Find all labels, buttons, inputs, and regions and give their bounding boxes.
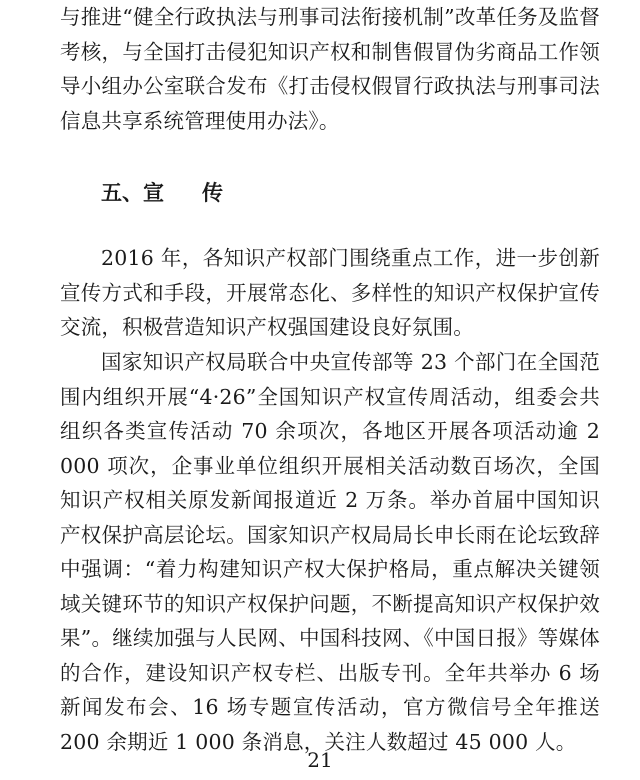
body-paragraph-2: 国家知识产权局联合中央宣传部等 23 个部门在全国范围内组织开展“4·26”全国知识产权宣传周活动，组委会共组织各类宣传活动 70 余项次，各地区开展各项活动逾 2 000 项次，企事业单位组织开展相关活动数百场次，全国知识产权相关原发新闻报道近 2 万条。举办首届中国知识产权保护高层论坛。国家知识产权局局长申长雨在论坛致辞中强调：“着力构建知识产权大保护格局，重点解决关键领域关键环节的知识产权保护问题，不断提高知识产权保护效果”。继续加强与人民网、中国科技网、《中国日报》等媒体的合作，建设知识产权专栏、出版专刊。全年共举办 6 场新闻发布会、16 场专题宣传活动，官方微信号全年推送 200 余期近 1 000 条消息，关注人数超过 45 000 人。 [60, 350, 600, 754]
page-number: 21 [307, 748, 333, 772]
section-heading-title-end: 传 [202, 181, 223, 205]
section-heading-number: 五、宣 [101, 181, 164, 205]
body-paragraph-1: 2016 年，各知识产权部门围绕重点工作，进一步创新宣传方式和手段，开展常态化、多样性的知识产权保护宣传交流，积极营造知识产权强国建设良好氛围。 [60, 246, 600, 339]
intro-paragraph: 与推进“健全行政执法与刑事司法衔接机制”改革任务及监督考核，与全国打击侵犯知识产权和制售假冒伪劣商品工作领导小组办公室联合发布《打击侵权假冒行政执法与刑事司法信息共享系统管理使用办法》。 [60, 5, 600, 133]
section-heading [101, 176, 223, 210]
